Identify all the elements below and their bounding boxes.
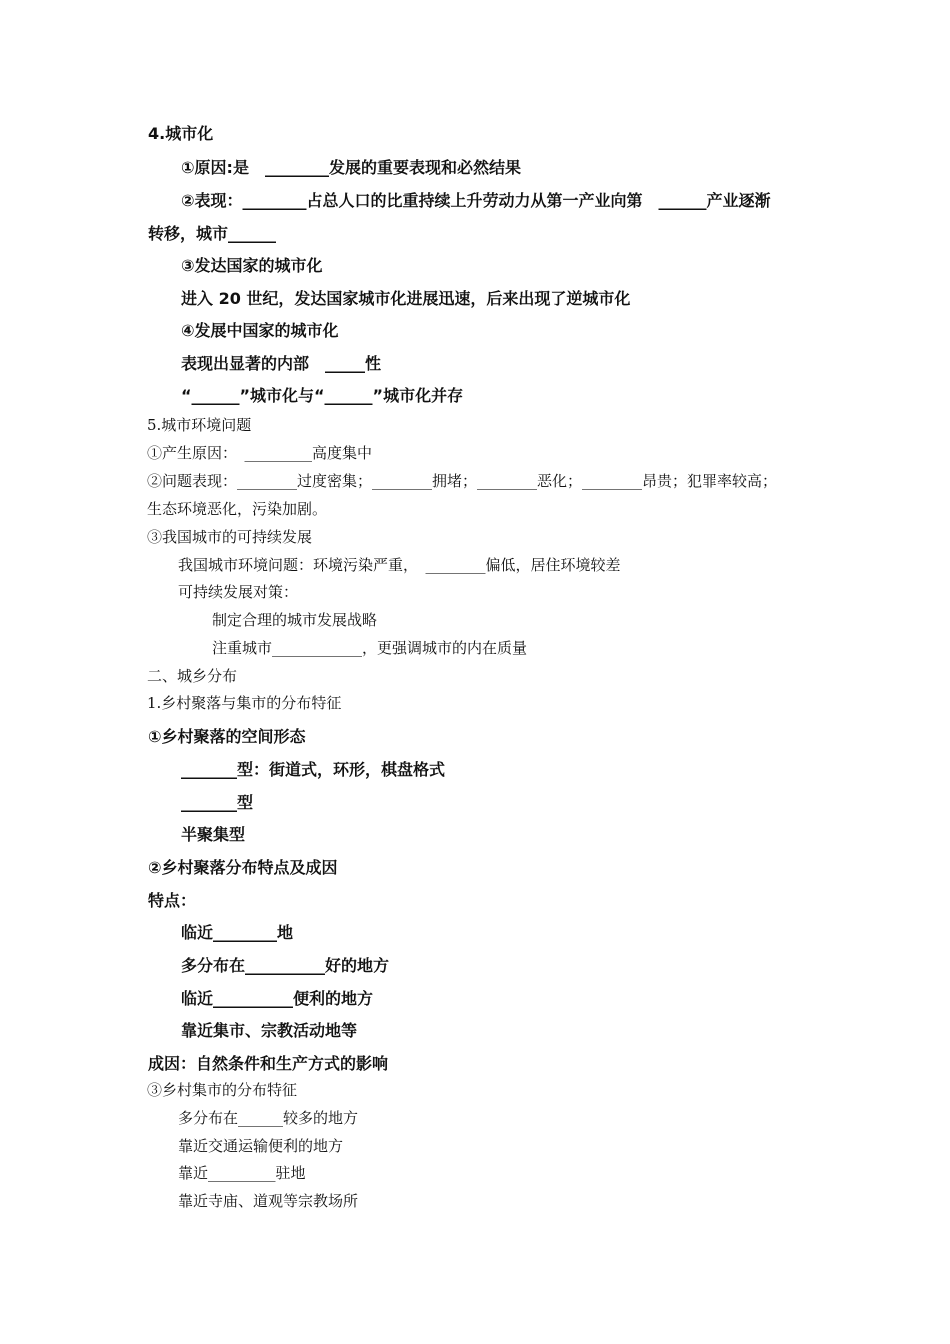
section-heading-environment: 5.城市环境问题 xyxy=(147,416,252,434)
settlement-form-1: _______型：街道式，环形，棋盘格式 xyxy=(181,760,446,779)
feature-item-2: 多分布在__________好的地方 xyxy=(181,956,390,975)
settlement-distribution-heading: ②乡村聚落分布特点及成因 xyxy=(148,858,338,877)
developing-country-text: 表现出显著的内部 _____性 xyxy=(181,354,382,373)
urbanization-cause: ①原因:是 ________发展的重要表现和必然结果 xyxy=(181,158,521,177)
settlement-form-3: 半聚集型 xyxy=(181,825,246,844)
sustainable-development-heading: ③我国城市的可持续发展 xyxy=(147,528,313,546)
feature-item-3: 临近__________便利的地方 xyxy=(181,989,374,1008)
environment-cause: ①产生原因： _________高度集中 xyxy=(147,444,373,462)
feature-item-4: 靠近集市、宗教活动地等 xyxy=(181,1021,358,1040)
rural-market-heading: ③乡村集市的分布特征 xyxy=(147,1081,298,1099)
urbanization-manifestation-cont: 转移，城市______ xyxy=(148,224,277,243)
part-two-heading: 二、城乡分布 xyxy=(147,667,238,685)
strategy-item-1: 制定合理的城市发展战略 xyxy=(212,611,378,629)
section-heading-urbanization: 4.城市化 xyxy=(148,124,214,143)
urbanization-manifestation: ②表现：________占总人口的比重持续上升劳动力从第一产业向第 ______产业逐渐 xyxy=(181,191,771,210)
strategy-item-2: 注重城市____________，更强调城市的内在质量 xyxy=(212,639,528,657)
environment-problems: ②问题表现：________过度密集；________拥堵；________恶化；________昂贵；犯罪率较高； xyxy=(147,472,778,490)
settlement-form-2: _______型 xyxy=(181,793,254,812)
sustainable-strategies-label: 可持续发展对策： xyxy=(178,583,299,601)
features-label: 特点： xyxy=(148,891,197,910)
causes-text: 成因：自然条件和生产方式的影响 xyxy=(148,1054,389,1073)
environment-problems-cont: 生态环境恶化，污染加剧。 xyxy=(147,500,328,518)
feature-item-1: 临近________地 xyxy=(181,923,294,942)
market-item-3: 靠近_________驻地 xyxy=(178,1164,306,1182)
settlement-form-heading: ①乡村聚落的空间形态 xyxy=(148,727,306,746)
developed-country-text: 进入 20 世纪，发达国家城市化进展迅速，后来出现了逆城市化 xyxy=(181,289,631,308)
rural-settlement-heading: 1.乡村聚落与集市的分布特征 xyxy=(147,694,342,712)
market-item-4: 靠近寺庙、道观等宗教场所 xyxy=(178,1192,359,1210)
china-urban-problems: 我国城市环境问题：环境污染严重， ________偏低，居住环境较差 xyxy=(178,556,621,574)
developing-country-urbanization: ④发展中国家的城市化 xyxy=(181,321,339,340)
developed-country-urbanization: ③发达国家的城市化 xyxy=(181,256,323,275)
dual-urbanization-text: “______”城市化与“______”城市化并存 xyxy=(181,386,464,405)
market-item-2: 靠近交通运输便利的地方 xyxy=(178,1137,344,1155)
market-item-1: 多分布在______较多的地方 xyxy=(178,1109,359,1127)
